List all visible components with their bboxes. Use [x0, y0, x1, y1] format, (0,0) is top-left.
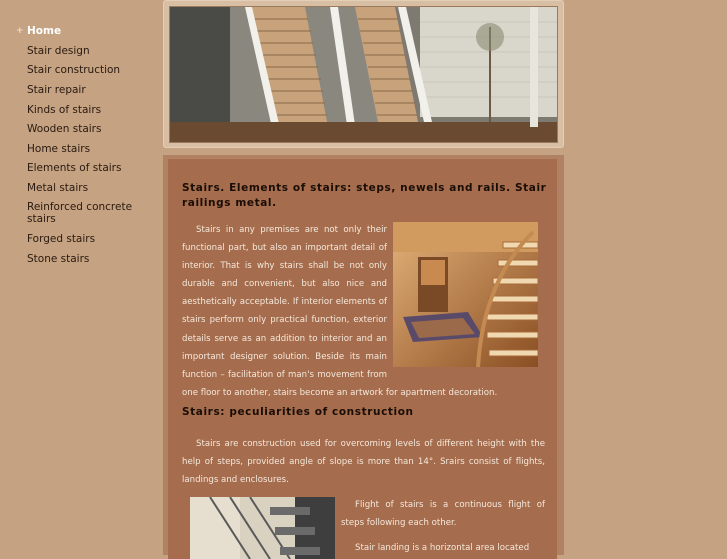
- sidebar-item-kinds-of-stairs[interactable]: [27, 104, 147, 116]
- sidebar-item-label: Stair construction: [27, 64, 121, 76]
- article-subtitle: Stairs: peculiarities of construction: [182, 406, 414, 418]
- sidebar-item-label: Elements of stairs: [27, 162, 122, 174]
- sidebar-item-home[interactable]: [16, 25, 147, 37]
- article-title: Stairs. Elements of stairs: steps, newels and rails. Stair railings metal.: [182, 182, 547, 209]
- sidebar-item-stair-repair[interactable]: [27, 84, 147, 96]
- article-paragraph-3: Flight of stairs is a continuous flight of steps following each other.: [341, 500, 545, 529]
- article: [168, 159, 557, 559]
- sidebar-item-forged-stairs[interactable]: [27, 233, 147, 245]
- metal-stair-photo: [190, 497, 335, 559]
- sidebar-item-label: Reinforced concrete stairs: [27, 201, 133, 225]
- sidebar-item-stone-stairs[interactable]: [27, 253, 147, 265]
- sidebar-item-label: Stone stairs: [27, 253, 90, 265]
- header-photo-exterior-stairs: [169, 6, 558, 143]
- sidebar-item-label: Wooden stairs: [27, 123, 102, 135]
- sidebar-item-wooden-stairs[interactable]: [27, 123, 147, 135]
- content-panel: [163, 155, 564, 555]
- plus-icon: +: [16, 26, 24, 36]
- sidebar-item-home-stairs[interactable]: [27, 143, 147, 155]
- image-float-spacer: [393, 221, 545, 366]
- sidebar-item-stair-construction[interactable]: [27, 64, 147, 76]
- article-paragraph-1: [182, 221, 545, 402]
- article-paragraph-2: Stairs are construction used for overcoming levels of different height with the help of steps, provided angle of slope is more than 14°. Srairs consist of flights, landings and enclosures.: [182, 439, 545, 486]
- sidebar-item-metal-stairs[interactable]: [27, 182, 147, 194]
- header-banner: [163, 0, 564, 148]
- sidebar-item-label: Forged stairs: [27, 233, 96, 245]
- sidebar-item-elements-of-stairs[interactable]: [27, 162, 147, 174]
- sidebar-item-label: Stair design: [27, 45, 90, 57]
- sidebar-item-label: Kinds of stairs: [27, 104, 102, 116]
- sidebar-item-label: Home stairs: [27, 143, 91, 155]
- article-paragraph-4: Stair landing is a horizontal area located: [355, 543, 530, 553]
- sidebar-item-reinforced-concrete-stairs[interactable]: [27, 201, 147, 225]
- sidebar-item-label: Metal stairs: [27, 182, 89, 194]
- sidebar-item-label: Stair repair: [27, 84, 86, 96]
- article-paragraph-1-text: Stairs in any premises are not only their functional part, but also an important detail of interior. That is why stairs shall be not only durable and convenient, but also nice and aesthetically acceptable. If interior elements of stairs perform only practical function, exterior details serve as an addition to interior and an important designer solution. Beside its main function – facilitation of man's movement from one floor to another, stairs become an artwork for apartment decoration.: [182, 225, 498, 398]
- sidebar-item-stair-design[interactable]: [27, 45, 147, 57]
- sidebar-item-label: Home: [27, 25, 62, 37]
